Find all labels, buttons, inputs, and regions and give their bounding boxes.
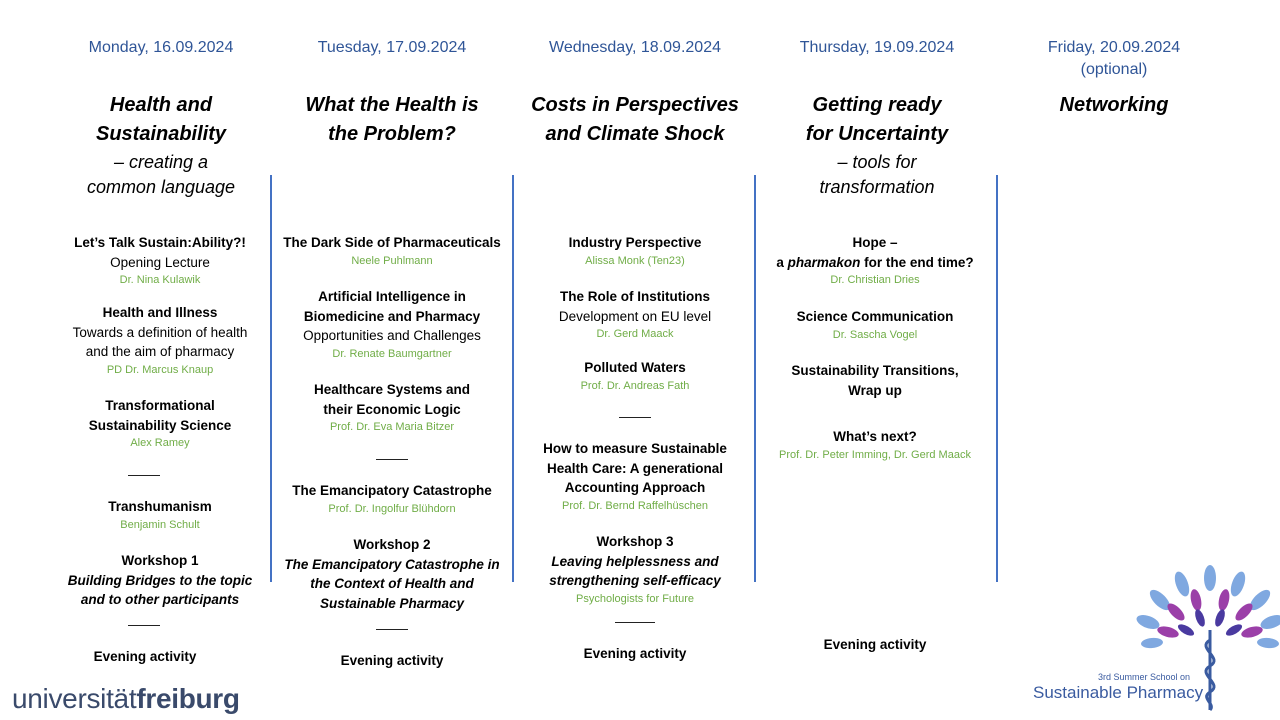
speaker-name: Psychologists for Future (576, 592, 694, 605)
session-thursday-transitions (757, 361, 993, 400)
speaker-name: Dr. Sascha Vogel (832, 328, 918, 341)
session-subtitle: Sustainable Pharmacy (319, 595, 465, 611)
session-thursday-science-comm (757, 307, 993, 343)
break-divider (376, 629, 408, 630)
session-wednesday-waters (515, 358, 755, 394)
speaker-name: Neele Puhlmann (351, 254, 433, 267)
speaker-name: Prof. Dr. Ingolfur Blühdorn (328, 502, 456, 515)
day-date: Wednesday, 18.09.2024 (549, 39, 721, 56)
session-monday-opening (30, 233, 290, 288)
session-tuesday-healthcare (272, 380, 512, 435)
theme-sub-line: – tools for (837, 152, 917, 172)
day-date: Monday, 16.09.2024 (88, 39, 234, 56)
speaker-name: Prof. Dr. Peter Imming, Dr. Gerd Maack (779, 448, 971, 461)
day-header-wednesday (515, 37, 755, 59)
session-title: What’s next? (833, 429, 917, 444)
theme-title-line: Networking (1059, 94, 1169, 116)
evening-activity-wednesday (515, 644, 755, 664)
session-title: Sustainability Transitions, (791, 363, 959, 378)
session-monday-workshop (30, 551, 290, 610)
session-tuesday-emancipatory (272, 481, 512, 517)
speaker-name: Alex Ramey (130, 437, 190, 449)
theme-title-line: Costs in Perspectives (531, 94, 739, 116)
petal (1224, 622, 1244, 638)
session-title: Health Care: A generational (546, 460, 724, 476)
session-title: Hope – (852, 235, 898, 250)
evening-activity-monday (30, 647, 260, 667)
speaker-name: Alissa Monk (Ten23) (585, 254, 685, 267)
summer-school-caption: 3rd Summer School on (1098, 672, 1191, 682)
session-title: Workshop 2 (353, 537, 431, 552)
day-header-thursday (762, 37, 992, 59)
session-title: Transhumanism (108, 499, 212, 514)
petal (1228, 570, 1248, 599)
session-title: Wrap up (848, 382, 902, 398)
session-title: Healthcare Systems and (313, 382, 471, 397)
session-wednesday-measure (515, 439, 755, 514)
session-subtitle: and to other participants (80, 592, 240, 607)
session-subtitle: The Emancipatory Catastrophe in (284, 556, 500, 572)
column-divider (512, 175, 514, 582)
theme-title-line: and Climate Shock (545, 123, 725, 145)
theme-tuesday (277, 91, 507, 149)
session-title: Accounting Approach (564, 480, 706, 495)
petal (1240, 624, 1264, 639)
session-title: Artificial Intelligence in (318, 289, 466, 304)
speaker-name: PD Dr. Marcus Knaup (106, 363, 214, 376)
session-title: Sustainability Science (88, 417, 232, 433)
break-divider (376, 459, 408, 460)
session-subtitle: Towards a definition of health (72, 324, 248, 340)
break-divider (615, 622, 655, 623)
speaker-name: Benjamin Schult (120, 518, 200, 531)
evening-label: Evening activity (340, 653, 444, 668)
day-note: (optional) (1080, 61, 1148, 78)
summer-school-title: Sustainable Pharmacy (1033, 683, 1204, 702)
day-date: Friday, 20.09.2024 (1047, 39, 1181, 56)
session-subtitle: the Context of Health and (310, 576, 474, 591)
speaker-name: Dr. Renate Baumgartner (332, 347, 452, 360)
evening-label: Evening activity (583, 646, 687, 661)
theme-title-line: Health and (109, 94, 213, 116)
theme-thursday (762, 91, 992, 149)
day-header-tuesday (277, 37, 507, 59)
theme-sub-line: common language (86, 177, 236, 197)
petal (1176, 622, 1196, 638)
session-title (757, 253, 993, 273)
session-title: The Emancipatory Catastrophe (292, 483, 492, 498)
petal (1141, 637, 1164, 649)
session-monday-transformational (30, 396, 290, 451)
theme-title-line: Sustainability (95, 123, 227, 145)
session-subtitle: strengthening self-efficacy (549, 573, 721, 588)
session-title: their Economic Logic (323, 401, 461, 417)
column-divider (996, 175, 998, 582)
session-title: Biomedicine and Pharmacy (303, 308, 481, 324)
theme-friday (999, 91, 1229, 120)
title-part: a (776, 254, 788, 270)
petal (1189, 588, 1203, 612)
petal (1257, 637, 1280, 649)
session-title: Workshop 3 (596, 534, 674, 549)
petal (1213, 608, 1227, 628)
theme-wednesday (515, 91, 755, 149)
title-part-italic: pharmakon (787, 254, 861, 270)
session-title: Transformational (105, 398, 215, 413)
theme-title-line: the Problem? (328, 123, 456, 145)
speaker-name: Prof. Dr. Bernd Raffelhüschen (562, 499, 708, 512)
session-tuesday-dark-side (272, 233, 512, 269)
session-subtitle: Building Bridges to the topic (67, 572, 253, 588)
theme-sub-monday (46, 150, 276, 200)
session-title: Workshop 1 (121, 553, 199, 568)
break-divider (619, 417, 651, 418)
session-title: Polluted Waters (584, 360, 686, 375)
session-subtitle: Opening Lecture (110, 254, 210, 270)
theme-monday (46, 91, 276, 149)
session-wednesday-industry (515, 233, 755, 269)
break-divider (128, 475, 160, 476)
session-tuesday-ai (272, 287, 512, 362)
session-subtitle: Development on EU level (558, 308, 712, 324)
session-title: The Dark Side of Pharmaceuticals (283, 235, 501, 250)
session-title: How to measure Sustainable (543, 441, 727, 456)
session-title: Industry Perspective (568, 235, 702, 250)
day-header-friday (999, 37, 1229, 81)
session-monday-health-illness (30, 303, 290, 378)
session-thursday-hope (757, 233, 993, 288)
petal (1135, 612, 1161, 631)
speaker-name: Prof. Dr. Eva Maria Bitzer (329, 421, 455, 433)
theme-title-line: for Uncertainty (805, 123, 949, 145)
session-wednesday-institutions (515, 287, 755, 342)
session-thursday-whats-next (757, 427, 993, 463)
title-part: for the end time? (860, 254, 974, 270)
theme-sub-line: – creating a (113, 152, 209, 172)
break-divider (128, 625, 160, 626)
session-title: Let’s Talk Sustain:Ability?! (74, 235, 246, 250)
speaker-name: Dr. Christian Dries (830, 274, 920, 286)
speaker-name: Dr. Nina Kulawik (119, 274, 201, 286)
session-monday-transhumanism (30, 497, 290, 533)
petal (1204, 565, 1216, 591)
evening-activity-tuesday (272, 651, 512, 671)
day-header-monday (46, 37, 276, 59)
university-freiburg-logo (12, 683, 240, 715)
evening-activity-thursday (757, 635, 993, 655)
session-subtitle: Opportunities and Challenges (303, 328, 481, 343)
theme-title-line: What the Health is (305, 94, 479, 116)
petal (1172, 570, 1192, 599)
theme-sub-line: transformation (819, 177, 935, 197)
speaker-name: Prof. Dr. Andreas Fath (580, 379, 690, 392)
session-wednesday-workshop (515, 532, 755, 607)
session-subtitle: and the aim of pharmacy (85, 344, 235, 359)
petal (1156, 624, 1180, 639)
petal (1217, 588, 1231, 612)
session-title: Health and Illness (102, 305, 218, 320)
petal (1193, 608, 1207, 628)
theme-title-line: Getting ready (812, 94, 942, 116)
theme-sub-thursday (762, 150, 992, 200)
evening-label: Evening activity (823, 637, 927, 652)
session-tuesday-workshop (272, 535, 512, 613)
session-subtitle: Leaving helplessness and (551, 553, 719, 569)
day-date: Thursday, 19.09.2024 (799, 39, 955, 56)
session-title: The Role of Institutions (560, 289, 710, 304)
speaker-name: Dr. Gerd Maack (596, 328, 674, 340)
session-title: Science Communication (796, 309, 954, 324)
logo-text-part: freiburg (136, 683, 240, 714)
logo-text-part: universität (12, 683, 137, 714)
day-date: Tuesday, 17.09.2024 (317, 39, 467, 56)
evening-label: Evening activity (93, 649, 197, 664)
